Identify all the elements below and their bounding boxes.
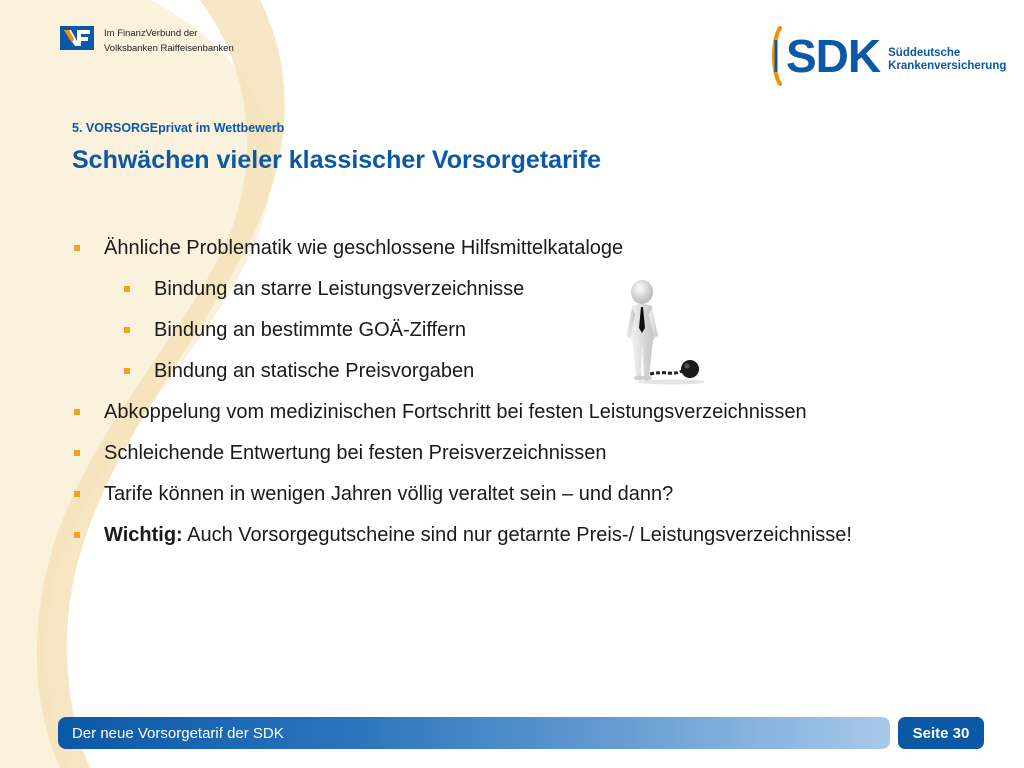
bullet-list — [72, 232, 992, 560]
bullet-text: Auch Vorsorgegutscheine sind nur getarnte Preis-/ Leistungsverzeichnisse! — [182, 524, 852, 546]
bullet-item — [72, 273, 992, 314]
bullet-text: Abkoppelung vom medizinischen Fortschritt bei festen Leistungsverzeichnissen — [104, 401, 807, 423]
bullet-text: Bindung an starre Leistungsverzeichnisse — [154, 278, 525, 300]
bullet-item — [72, 232, 992, 273]
bullet-item — [72, 355, 992, 396]
bullet-marker — [74, 450, 80, 456]
vr-logo — [60, 26, 234, 56]
bullet-item — [72, 396, 992, 437]
page-number: Seite 30 — [898, 717, 984, 749]
bullet-text: Bindung an statische Preisvorgaben — [154, 360, 475, 382]
bullet-text: Bindung an bestimmte GOÄ-Ziffern — [154, 319, 466, 341]
bullet-item — [72, 437, 992, 478]
bullet-marker — [124, 327, 130, 333]
bullet-marker — [74, 409, 80, 415]
sdk-logo-sub1: Süddeutsche — [888, 47, 961, 59]
bullet-marker — [74, 245, 80, 251]
vr-logo-line1: Im FinanzVerbund der — [104, 28, 198, 39]
section-label: 5. VORSORGEprivat im Wettbewerb — [72, 121, 285, 135]
bullet-bold-text: Wichtig: — [104, 524, 183, 546]
sdk-bracket-icon — [766, 26, 784, 86]
bullet-marker — [74, 532, 80, 538]
footer-bar — [58, 717, 890, 749]
page-title: Schwächen vieler klassischer Vorsorgetarife — [72, 146, 601, 174]
bullet-item — [72, 519, 992, 560]
footer-text: Der neue Vorsorgetarif der SDK — [72, 725, 284, 742]
sdk-logo-word: SDK — [786, 30, 881, 82]
bullet-text: Ähnliche Problematik wie geschlossene Hilfsmittelkataloge — [104, 237, 624, 259]
sdk-logo — [766, 26, 1006, 86]
bullet-text: Tarife können in wenigen Jahren völlig veraltet sein – und dann? — [104, 483, 674, 505]
bullet-item — [72, 478, 992, 519]
bullet-marker — [124, 368, 130, 374]
bullet-marker — [74, 491, 80, 497]
bullet-marker — [124, 286, 130, 292]
vr-bank-logo-icon — [60, 26, 94, 50]
vr-logo-line2: Volksbanken Raiffeisenbanken — [104, 43, 234, 54]
bullet-text: Schleichende Entwertung bei festen Preisverzeichnissen — [104, 442, 607, 464]
bullet-item — [72, 314, 992, 355]
man-with-ball-and-chain-icon — [620, 278, 704, 386]
sdk-logo-sub2: Krankenversicherung — [888, 60, 1007, 72]
